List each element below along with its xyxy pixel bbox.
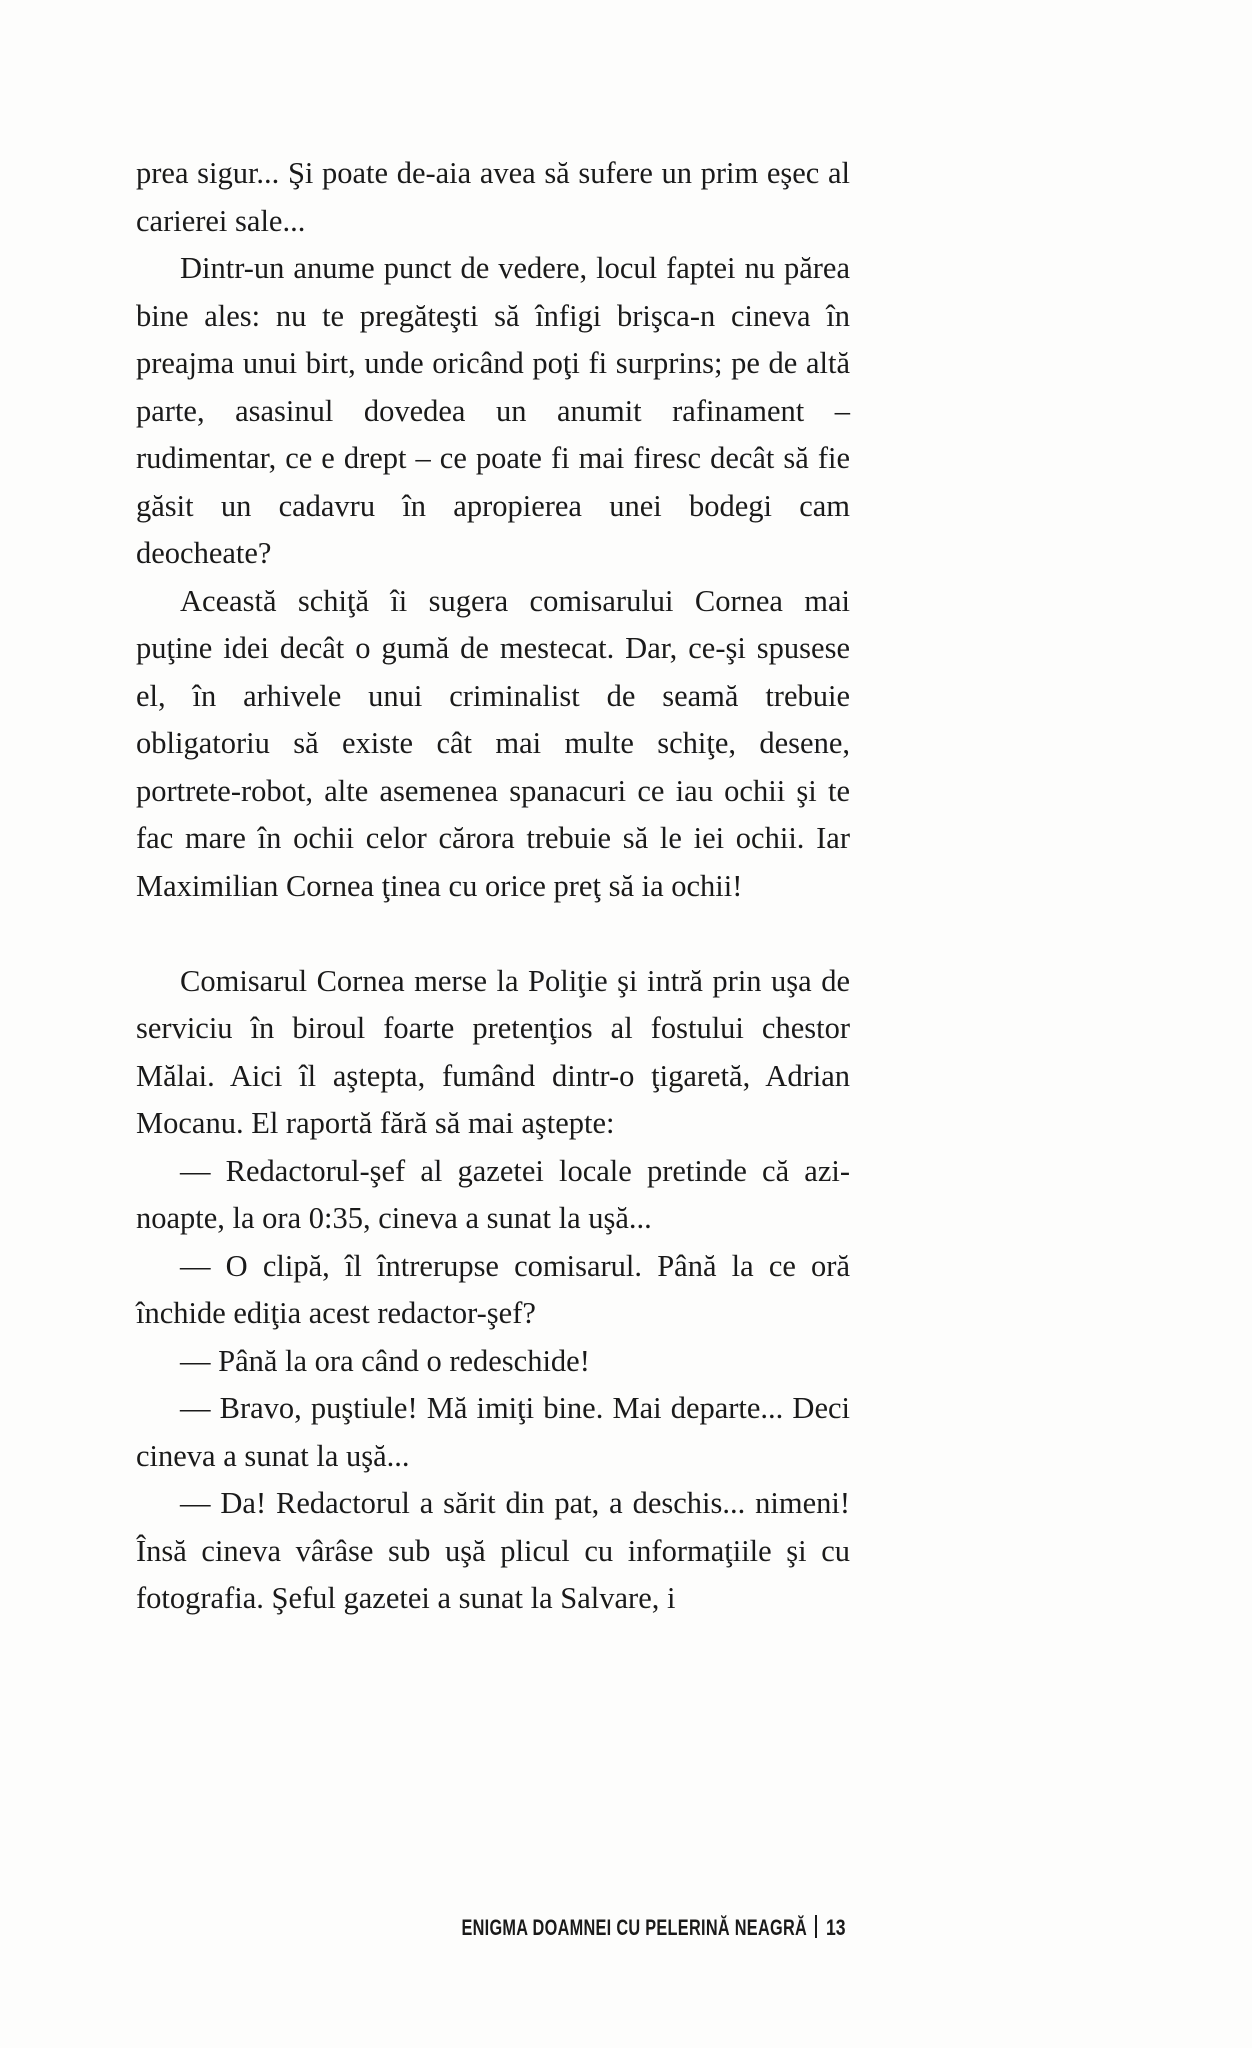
page-footer [136, 1912, 850, 1941]
footer-book-title: ENIGMA DOAMNEI CU PELERINĂ NEAGRĂ [461, 1915, 808, 1940]
paragraph-2: Dintr-un anume punct de vedere, locul faptei nu părea bine ales: nu te pregăteşti să înfigi brişca-n cineva în preajma unui birt, unde oricând poţi fi surprins; pe de altă parte, asasinul dovedea un anumit rafinament – rudimentar, ce e drept – ce poate fi mai firesc decât să fie găsit un cadavru în apropierea unei bodegi cam deocheate? [136, 251, 850, 570]
paragraph-8-dialogue: — Bravo, puştiule! Mă imiţi bine. Mai departe... Deci cineva a sunat la uşă... [136, 1391, 850, 1473]
paragraph-5-dialogue: — Redactorul-şef al gazetei locale pretinde că azi-noapte, la ora 0:35, cineva a sunat la uşă... [136, 1153, 850, 1235]
paragraph-9-dialogue: — Da! Redactorul a sărit din pat, a deschis... nimeni! Însă cineva vârâse sub uşă plicul cu informaţiile şi cu fotografia. Şeful gazetei a sunat la Salvare, i [136, 1486, 850, 1615]
footer-page-number: 13 [825, 1915, 846, 1940]
paragraph-gap [136, 910, 850, 958]
paragraph-3: Această schiţă îi sugera comisarului Cornea mai puţine idei decât o gumă de mestecat. Dar, ce-şi spusese el, în arhivele unui criminalist de seamă trebuie obligatoriu să existe cât mai multe schiţe, desene, portrete-robot, alte asemenea spanacuri ce iau ochii şi te fac mare în ochii celor cărora trebuie să le iei ochii. Iar Maximilian Cornea ţinea cu orice preţ să ia ochii! [136, 583, 850, 903]
body-text-block [136, 150, 850, 1623]
paragraph-1: prea sigur... Şi poate de-aia avea să sufere un prim eşec al carierei sale... [136, 156, 850, 238]
paragraph-6-dialogue: — O clipă, îl întrerupse comisarul. Până la ce oră închide ediţia acest redactor-şef? [136, 1248, 850, 1330]
footer-separator-rule [815, 1915, 817, 1938]
paragraph-7-dialogue: — Până la ora când o redeschide! [180, 1343, 590, 1378]
paragraph-4: Comisarul Cornea merse la Poliţie şi intră prin uşa de serviciu în biroul foarte pretenţios al fostului chestor Mălai. Aici îl aştepta, fumând dintr-o ţigaretă, Adrian Mocanu. El raportă fără să mai aştepte: [136, 963, 850, 1140]
